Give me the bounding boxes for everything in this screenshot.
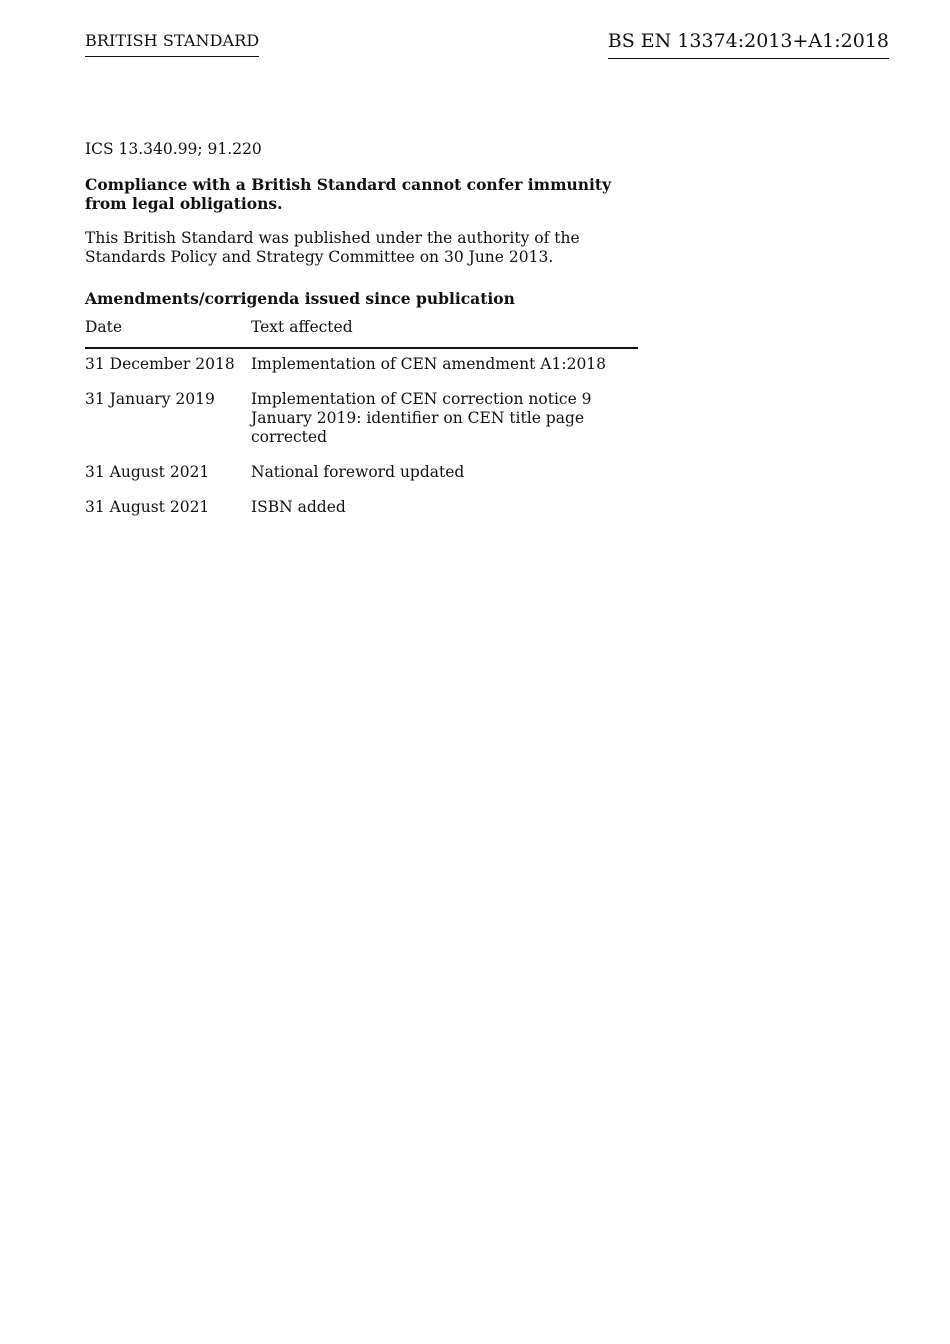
amendments-heading: Amendments/corrigenda issued since publication	[85, 289, 515, 308]
compliance-statement: Compliance with a British Standard cannot confer immunity from legal obligations.	[85, 175, 612, 213]
amendment-text: Implementation of CEN correction notice 9 January 2019: identifier on CEN title page corrected	[251, 390, 592, 446]
publication-statement: This British Standard was published under the authority of the Standards Policy and Strategy Committee on 30 June 2013.	[85, 229, 580, 266]
table-row	[85, 384, 638, 457]
column-header-text-affected: Text affected	[251, 318, 638, 348]
document-number: BS EN 13374:2013+A1:2018	[608, 30, 889, 59]
table-header-row	[85, 318, 638, 348]
table-row	[85, 492, 638, 527]
amendment-date: 31 December 2018	[85, 355, 235, 373]
amendment-text: Implementation of CEN amendment A1:2018	[251, 355, 607, 373]
header-left-label: BRITISH STANDARD	[85, 31, 259, 57]
amendment-text: National foreword updated	[251, 463, 465, 481]
table-row	[85, 348, 638, 384]
amendments-table	[85, 318, 638, 527]
amendment-text: ISBN added	[251, 498, 346, 516]
amendment-date: 31 January 2019	[85, 390, 215, 408]
column-header-date: Date	[85, 318, 251, 348]
page-content	[85, 140, 638, 527]
amendment-date: 31 August 2021	[85, 498, 210, 516]
amendment-date: 31 August 2021	[85, 463, 210, 481]
ics-codes: ICS 13.340.99; 91.220	[85, 140, 262, 158]
table-row	[85, 457, 638, 492]
